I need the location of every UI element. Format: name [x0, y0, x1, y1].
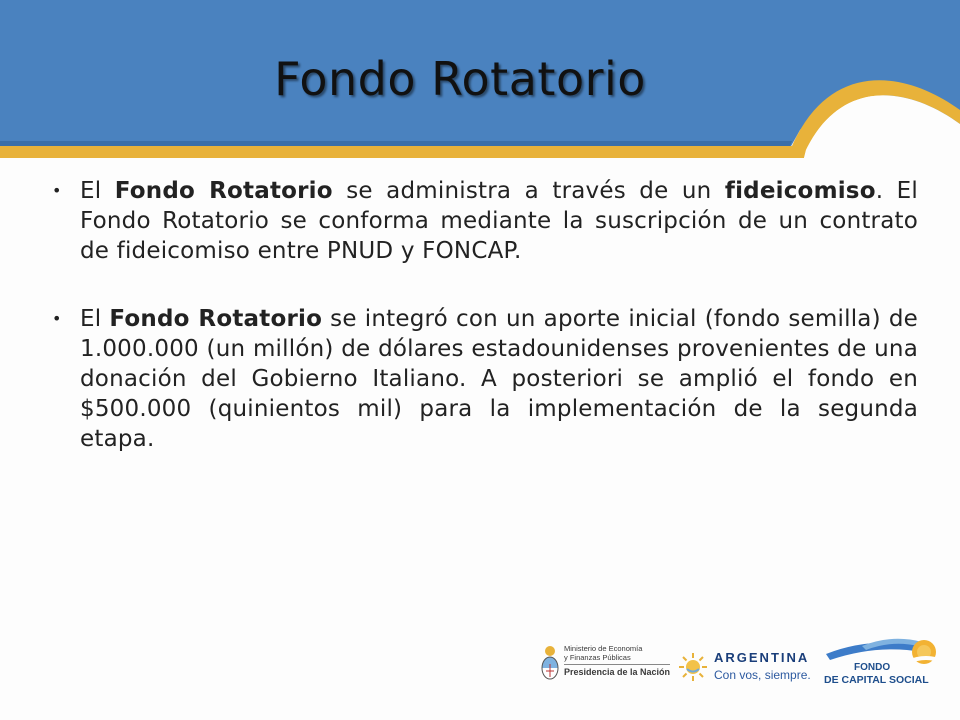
- bullet-paragraph: [80, 176, 918, 266]
- argentina-slogan: Con vos, siempre.: [714, 668, 811, 682]
- text-run: El: [80, 178, 115, 204]
- text-run: se administra a través de un: [332, 178, 725, 204]
- ministerio-logo: [536, 642, 671, 688]
- sun-icon: [678, 652, 708, 682]
- bullet-item: [52, 304, 918, 454]
- argentina-name: ARGENTINA: [714, 650, 810, 665]
- fondo-swoosh-icon: [822, 632, 946, 666]
- fondo-line-1: FONDO: [854, 662, 891, 673]
- fondo-capital-social-logo: [822, 632, 946, 694]
- bullet-paragraph: [80, 304, 918, 454]
- bullet-item: [52, 176, 918, 266]
- slide-title: Fondo Rotatorio: [274, 52, 646, 106]
- header-banner: [0, 0, 960, 162]
- ministerio-line-1: Ministerio de Economía: [564, 644, 643, 653]
- bold-text-run: fideicomiso: [724, 178, 876, 204]
- text-run: se integró con un aporte inicial (fondo semilla) de 1.000.000 (un millón) de dólares estadounidenses provenientes de una donación del Gobierno Italiano. A posteriori se amplió el fondo en $500.000 (quinientos mil) para la implementación de la segunda etapa.: [80, 306, 918, 452]
- text-run: El: [80, 306, 110, 332]
- bold-text-run: Fondo Rotatorio: [109, 306, 323, 332]
- ministerio-text: [564, 644, 670, 678]
- coat-of-arms-icon: [540, 644, 560, 682]
- footer-logos: [536, 628, 946, 698]
- argentina-logo: [678, 648, 811, 688]
- bullet-dot-icon: •: [52, 181, 62, 200]
- fondo-line-2: DE CAPITAL SOCIAL: [824, 674, 929, 686]
- text-run: . El Fondo Rotatorio se conforma mediante la suscripción de un contrato de fideicomiso entre PNUD y FONCAP.: [80, 178, 918, 264]
- ministerio-line-2: y Finanzas Públicas: [564, 653, 631, 662]
- bullet-dot-icon: •: [52, 309, 62, 328]
- bullet-list: [52, 176, 918, 492]
- ministerio-line-3: Presidencia de la Nación: [564, 664, 670, 678]
- bold-text-run: Fondo Rotatorio: [114, 178, 333, 204]
